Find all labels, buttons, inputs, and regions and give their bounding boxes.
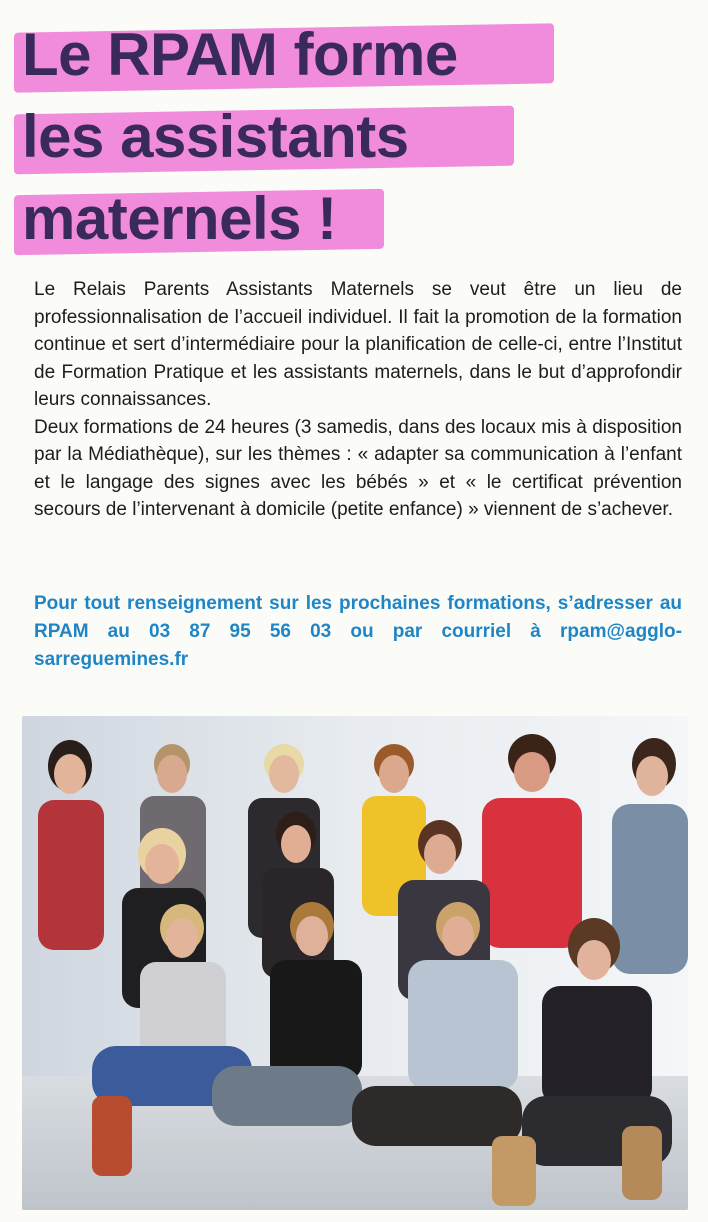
group-photo-image [22,716,688,1210]
headline-line-2 [22,96,682,178]
contact-info: Pour tout renseignement sur les prochaines formations, s’adresser au RPAM au 03 87 95 56 03 ou par courriel à rpam@agglo-sarreguemines.fr [34,593,682,670]
headline-line-3 [22,178,682,260]
article-body [34,276,682,524]
group-photo [22,716,688,1210]
headline [22,14,682,260]
headline-text: maternels ! [22,185,337,252]
headline-text: Le RPAM forme [22,21,458,88]
body-paragraph: Deux formations de 24 heures (3 samedis, dans des locaux mis à disposition par la Médiathèque), sur les thèmes : « adapter sa communication à l’enfant et le langage des signes avec les bébés » et « le certificat prévention secours de l’intervenant à domicile (petite enfance) » viennent de s’achever. [34,416,682,520]
headline-text: les assistants [22,103,409,170]
headline-line-1 [22,14,682,96]
body-paragraph: Le Relais Parents Assistants Maternels se veut être un lieu de professionnalisation de l’accueil individuel. Il fait la promotion de la formation continue et sert d’intermédiaire pour la planification de celle-ci, entre l’Institut de Formation Pratique et les assistants maternels, dans le but d’approfondir leurs connaissances. [34,279,682,410]
